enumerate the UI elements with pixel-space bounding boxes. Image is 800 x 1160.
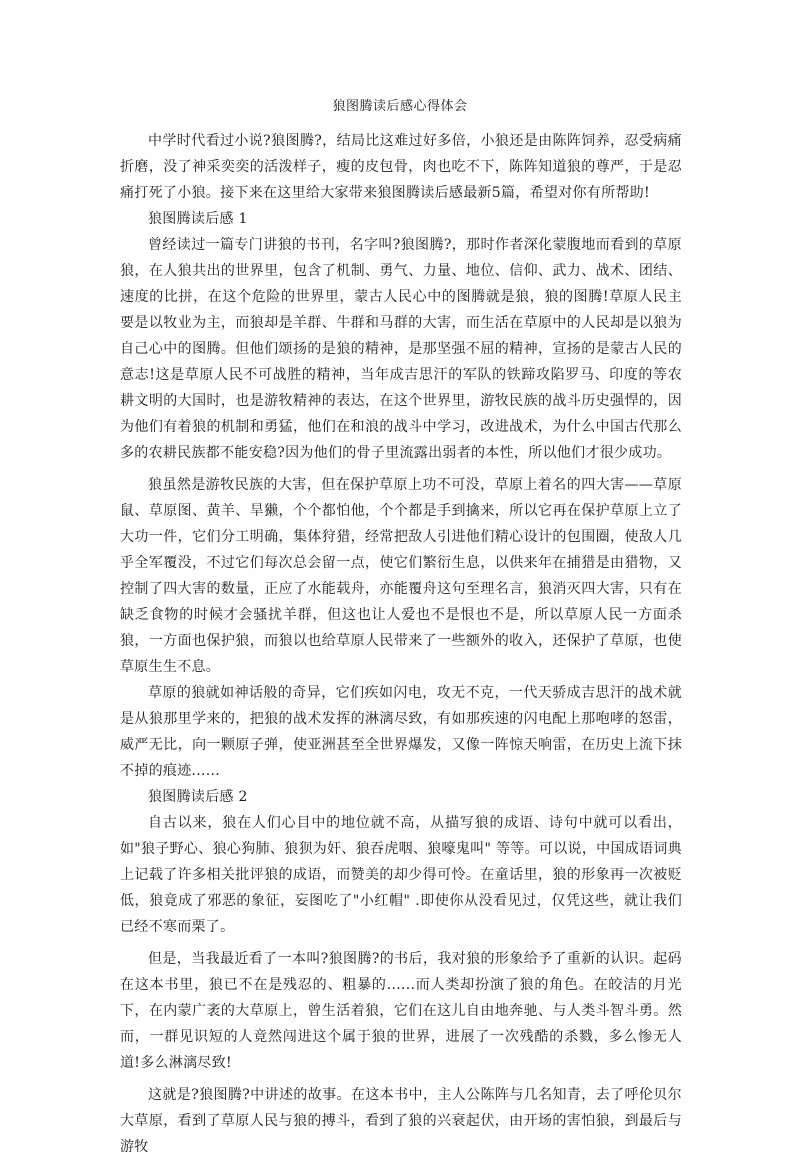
section2-paragraph-3: 这就是?狼图腾?中讲述的故事。在这本书中，主人公陈阵与几名知青，去了呼伦贝尔大草原，看到了草原人民与狼的搏斗，看到了狼的兴衰起伏，由开场的害怕狼，到最后与游牧 — [120, 1087, 682, 1155]
section2-paragraph-1: 自古以来，狼在人们心目中的地位就不高，从描写狼的成语、诗句中就可以看出，如"狼子野心、狼心狗肺、狼狈为奸、狼吞虎咽、狼嚎鬼叫" 等等。可以说，中国成语词典上记载了许多相关批评狼的成语，而赞美的却少得可怜。在童话里，狼的形象再一次被贬低，狼竟成了邪恶的象征，妄图吃了"小红帽" .即使你从没看见过，仅凭这些，就让我们已经不寒而栗了。 — [120, 815, 682, 935]
document-title: 狼图腾读后感心得体会 — [332, 99, 468, 114]
section-heading-2: 狼图腾读后感 2 — [148, 789, 248, 805]
section1-paragraph-2: 狼虽然是游牧民族的大害，但在保护草原上功不可没，草原上着名的四大害——草原鼠、草原图、黄羊、旱獭，个个都怕他，个个都是手到擒来，所以它再在保护草原上立了大功一件，它们分工明确，集体狩猎，经常把敌人引进他们精心设计的包围圈，使敌人几乎全军覆没，不过它们每次总会留一点，使它们繁衍生息，以供来年在捕猎是由猎物，又控制了四大害的数量，正应了水能载舟，亦能覆舟这句至理名言，狼消灭四大害，只有在缺乏食物的时候才会骚扰羊群，但这也让人爱也不是恨也不是，所以草原人民一方面杀狼，一方面也保护狼，而狼以也给草原人民带来了一些额外的收入，还保护了草原，也使草原生生不息。 — [120, 477, 682, 675]
section1-paragraph-3: 草原的狼就如神话般的奇异，它们疾如闪电，攻无不克，一代天骄成吉思汗的战术就是从狼那里学来的，把狼的战术发挥的淋漓尽致，有如那疾速的闪电配上那咆哮的怒雷，威严无比，向一颗原子弹，使亚洲甚至全世界爆发，又像一阵惊天响雷，在历史上流下抹不掉的痕迹...... — [120, 685, 682, 779]
section-heading-1: 狼图腾读后感 1 — [148, 211, 248, 227]
section1-paragraph-1: 曾经读过一篇专门讲狼的书刊，名字叫?狼图腾?，那时作者深化蒙腹地而看到的草原狼，在人狼共出的世界里，包含了机制、勇气、力量、地位、信仰、武力、战术、团结、速度的比拼，在这个危险的世界里，蒙古人民心中的图腾就是狼，狼的图腾!草原人民主要是以牧业为主，而狼却是羊群、牛群和马群的大害，而生活在草原中的人民却是以狼为自己心中的图腾。但他们颂扬的是狼的精神，是那坚强不屈的精神，宣扬的是蒙古人民的意志!这是草原人民不可战胜的精神，当年成吉思汗的军队的铁蹄攻陷罗马、印度的等农耕文明的大国时，也是游牧精神的表达，在这个世界里，游牧民族的战斗历史强悍的，因为他们有着狼的机制和勇猛，他们在和浪的战斗中学习，改进战术，为什么中国古代那么多的农耕民族都不能安稳?因为他们的骨子里流露出弱者的本性，所以他们才很少成功。 — [120, 237, 682, 461]
document-body — [120, 128, 682, 1160]
intro-paragraph: 中学时代看过小说?狼图腾?，结局比这难过好多倍，小狼还是由陈阵饲养，忍受病痛折磨，没了神采奕奕的活泼样子，瘦的皮包骨，肉也吃不下，陈阵知道狼的尊严，于是忍痛打死了小狼。接下来在这里给大家带来狼图腾读后感最新5篇，希望对你有所帮助! — [120, 133, 682, 201]
section2-paragraph-2: 但是，当我最近看了一本叫?狼图腾?的书后，我对狼的形象给予了重新的认识。起码在这本书里，狼已不在是残忍的、粗暴的......而人类却扮演了狼的角色。在皎洁的月光下，在内蒙广袤的大草原上，曾生活着狼，它们在这儿自由地奔驰、与人类斗智斗勇。然而，一群见识短的人竟然闯进这个属于狼的世界，进展了一次残酷的杀戮，多么惨无人道!多么淋漓尽致! — [120, 951, 682, 1071]
